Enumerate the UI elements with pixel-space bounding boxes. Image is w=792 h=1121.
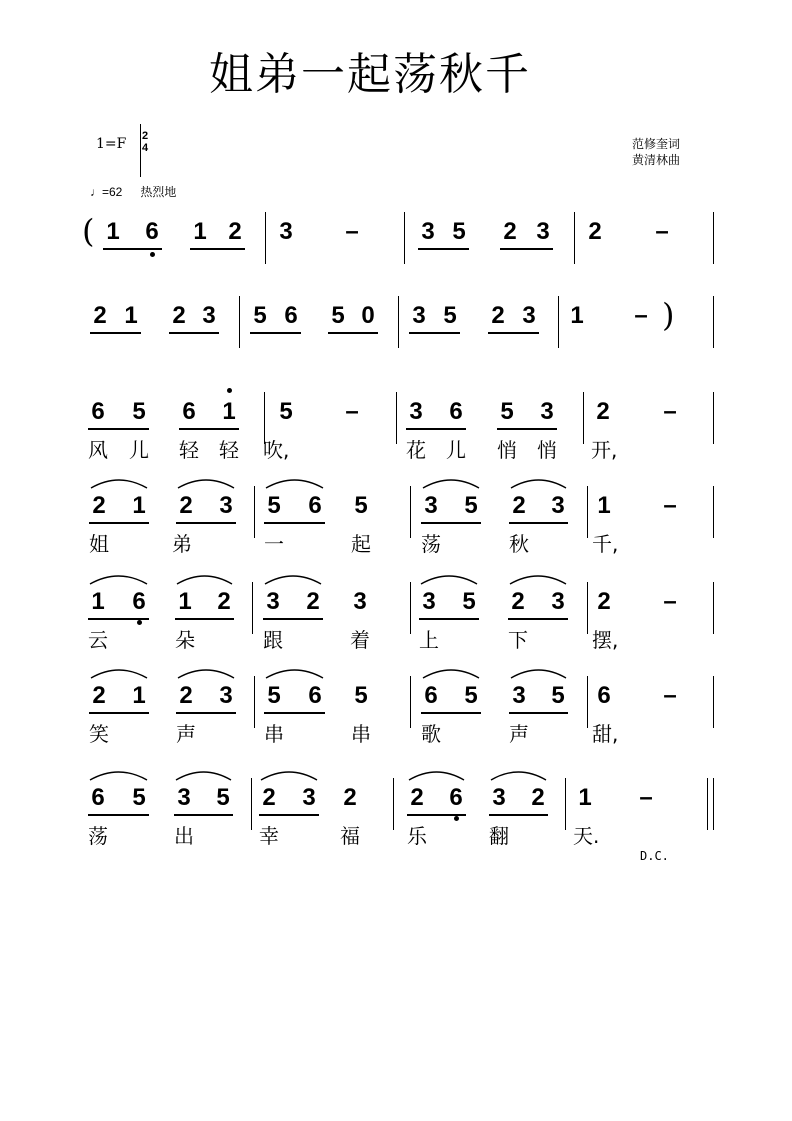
beam-underline xyxy=(488,332,539,334)
note: 2 xyxy=(179,682,193,709)
note: 3 xyxy=(422,588,436,615)
slur xyxy=(259,766,319,782)
note: 6 xyxy=(91,398,105,425)
lyric-syllable: 荡 xyxy=(88,824,108,848)
bar-line xyxy=(565,778,566,830)
bar-line xyxy=(393,778,394,830)
bar-line xyxy=(713,212,714,264)
beam-underline xyxy=(419,618,479,620)
note: 1 xyxy=(597,492,611,519)
note: 2 xyxy=(179,492,193,519)
lyric-syllable: 弟 xyxy=(172,532,192,556)
lyric-syllable: 乐 xyxy=(407,824,427,848)
lyric-syllable: 姐 xyxy=(89,532,109,556)
lyric-syllable: 儿 xyxy=(446,438,466,462)
slur xyxy=(174,766,233,782)
open-parenthesis: ( xyxy=(82,212,95,250)
lyric-syllable: 悄 xyxy=(537,438,557,462)
note: 5 xyxy=(354,682,368,709)
note: 6 xyxy=(284,302,298,329)
note: 3 xyxy=(536,218,550,245)
note: 1 xyxy=(178,588,192,615)
octave-dot xyxy=(227,388,232,393)
lyric-syllable: 翻 xyxy=(489,824,509,848)
slur xyxy=(88,766,149,782)
note: 5 xyxy=(464,492,478,519)
slur xyxy=(489,766,548,782)
note: 2 xyxy=(531,784,545,811)
bar-line xyxy=(558,296,559,348)
note: 6 xyxy=(449,398,463,425)
note: 2 xyxy=(596,398,610,425)
lyric-syllable: 甜, xyxy=(592,722,619,746)
slur xyxy=(509,664,568,680)
note: 2 xyxy=(491,302,505,329)
lyric-syllable: 上 xyxy=(419,628,439,652)
slur xyxy=(89,474,149,490)
beam-underline xyxy=(88,814,149,816)
lyric-syllable: 笑 xyxy=(89,722,109,746)
beam-underline xyxy=(250,332,301,334)
note: 5 xyxy=(267,682,281,709)
lyric-syllable: 着 xyxy=(350,628,370,652)
bar-line xyxy=(713,392,714,444)
beam-underline xyxy=(264,712,325,714)
bar-line xyxy=(410,486,411,538)
lyric-syllable: 荡 xyxy=(421,532,441,556)
lyric-syllable: 朵 xyxy=(175,628,195,652)
note: 2 xyxy=(262,784,276,811)
bar-line xyxy=(587,676,588,728)
note: 2 xyxy=(92,492,106,519)
meter-top: 2 xyxy=(141,130,149,142)
note: 5 xyxy=(279,398,293,425)
close-parenthesis: ) xyxy=(662,296,675,334)
slur xyxy=(407,766,466,782)
lyricist: 范修奎词 xyxy=(632,137,681,151)
note: – xyxy=(663,492,677,519)
beam-underline xyxy=(500,248,553,250)
octave-dot xyxy=(454,816,459,821)
note: 6 xyxy=(91,784,105,811)
beam-underline xyxy=(89,712,149,714)
beam-underline xyxy=(103,248,162,250)
note: 2 xyxy=(172,302,186,329)
beam-underline xyxy=(264,522,325,524)
slur xyxy=(176,474,236,490)
note: 5 xyxy=(267,492,281,519)
note: 3 xyxy=(409,398,423,425)
note: 6 xyxy=(449,784,463,811)
beam-underline xyxy=(421,712,481,714)
octave-dot xyxy=(137,620,142,625)
bar-line xyxy=(404,212,405,264)
bar-line xyxy=(254,676,255,728)
note: 5 xyxy=(331,302,345,329)
note: 3 xyxy=(522,302,536,329)
note: 1 xyxy=(106,218,120,245)
note: 1 xyxy=(222,398,236,425)
beam-underline xyxy=(169,332,219,334)
lyric-syllable: 起 xyxy=(351,532,371,556)
note: 3 xyxy=(492,784,506,811)
bar-line xyxy=(713,676,714,728)
note: 5 xyxy=(464,682,478,709)
note: 1 xyxy=(124,302,138,329)
note: 5 xyxy=(452,218,466,245)
note: 5 xyxy=(216,784,230,811)
bar-line xyxy=(713,486,714,538)
lyric-syllable: 花 xyxy=(406,438,426,462)
composer: 黄清林曲 xyxy=(632,153,681,167)
slur xyxy=(88,570,149,586)
da-capo-mark: D.C. xyxy=(640,849,669,863)
tempo-marking xyxy=(90,183,176,200)
lyric-syllable: 千, xyxy=(592,532,619,556)
lyric-syllable: 一 xyxy=(264,532,284,556)
bar-line xyxy=(587,582,588,634)
note: 3 xyxy=(353,588,367,615)
beam-underline xyxy=(259,814,319,816)
tempo-value: ♩=62 xyxy=(90,185,123,199)
bar-line xyxy=(239,296,240,348)
slur xyxy=(508,570,568,586)
bar-line xyxy=(410,676,411,728)
bar-line xyxy=(574,212,575,264)
beam-underline xyxy=(190,248,245,250)
note: 3 xyxy=(219,682,233,709)
note: 2 xyxy=(217,588,231,615)
note: 2 xyxy=(588,218,602,245)
note: 6 xyxy=(424,682,438,709)
beam-underline xyxy=(489,814,548,816)
beam-underline xyxy=(497,428,557,430)
bar-line xyxy=(398,296,399,348)
beam-underline xyxy=(176,712,236,714)
lyric-syllable: 天. xyxy=(573,824,600,848)
lyric-syllable: 出 xyxy=(174,824,194,848)
lyric-syllable: 悄 xyxy=(497,438,517,462)
lyric-syllable: 轻 xyxy=(179,438,199,462)
lyric-syllable: 秋 xyxy=(509,532,529,556)
note: 1 xyxy=(132,492,146,519)
octave-dot xyxy=(150,252,155,257)
note: 1 xyxy=(91,588,105,615)
note: – xyxy=(639,784,653,811)
note: 6 xyxy=(182,398,196,425)
note: 0 xyxy=(361,302,375,329)
slur xyxy=(176,664,236,680)
lyric-syllable: 福 xyxy=(340,824,360,848)
beam-underline xyxy=(88,428,149,430)
note: 1 xyxy=(193,218,207,245)
note: 2 xyxy=(228,218,242,245)
note: 3 xyxy=(219,492,233,519)
note: 3 xyxy=(302,784,316,811)
beam-underline xyxy=(509,522,568,524)
note: 1 xyxy=(570,302,584,329)
bar-line xyxy=(713,778,714,830)
lyric-syllable: 下 xyxy=(508,628,528,652)
note: 6 xyxy=(145,218,159,245)
note: 2 xyxy=(597,588,611,615)
lyric-syllable: 摆, xyxy=(592,628,619,652)
note: 5 xyxy=(462,588,476,615)
note: 3 xyxy=(551,492,565,519)
song-title: 姐弟一起荡秋千 xyxy=(209,49,531,100)
note: 5 xyxy=(132,784,146,811)
lyric-syllable: 儿 xyxy=(129,438,149,462)
bar-line xyxy=(587,486,588,538)
slur xyxy=(264,664,325,680)
slur xyxy=(263,570,323,586)
note: – xyxy=(655,218,669,245)
note: – xyxy=(663,398,677,425)
slur xyxy=(175,570,234,586)
lyric-syllable: 幸 xyxy=(259,824,279,848)
meter-bottom: 4 xyxy=(141,142,149,154)
bar-line xyxy=(254,486,255,538)
beam-underline xyxy=(89,522,149,524)
note: 3 xyxy=(279,218,293,245)
note: 3 xyxy=(177,784,191,811)
slur xyxy=(421,474,481,490)
credits xyxy=(632,136,680,168)
note: 1 xyxy=(578,784,592,811)
note: 2 xyxy=(512,492,526,519)
beam-underline xyxy=(263,618,323,620)
note: 2 xyxy=(511,588,525,615)
bar-line xyxy=(713,296,714,348)
slur xyxy=(421,664,481,680)
lyric-syllable: 风 xyxy=(88,438,108,462)
beam-underline xyxy=(90,332,141,334)
slur xyxy=(419,570,479,586)
key-signature: 1=F xyxy=(96,136,127,152)
note: 5 xyxy=(354,492,368,519)
score-line xyxy=(0,296,792,394)
note: 3 xyxy=(266,588,280,615)
note: 5 xyxy=(132,398,146,425)
beam-underline xyxy=(406,428,466,430)
beam-underline xyxy=(179,428,239,430)
note: 6 xyxy=(308,492,322,519)
lyric-syllable: 串 xyxy=(351,722,371,746)
lyric-syllable: 吹, xyxy=(263,438,290,462)
lyric-syllable: 声 xyxy=(176,722,196,746)
expression-mark: 热烈地 xyxy=(140,185,177,199)
bar-line xyxy=(410,582,411,634)
lyric-syllable: 串 xyxy=(264,722,284,746)
beam-underline xyxy=(328,332,378,334)
time-signature xyxy=(139,130,151,154)
final-bar-line xyxy=(707,778,708,830)
note: – xyxy=(663,588,677,615)
note: – xyxy=(634,302,648,329)
bar-line xyxy=(252,582,253,634)
note: 5 xyxy=(443,302,457,329)
note: 2 xyxy=(92,682,106,709)
note: 2 xyxy=(343,784,357,811)
note: 1 xyxy=(132,682,146,709)
note: 6 xyxy=(597,682,611,709)
lyric-syllable: 轻 xyxy=(219,438,239,462)
beam-underline xyxy=(421,522,481,524)
beam-underline xyxy=(409,332,460,334)
note: 3 xyxy=(421,218,435,245)
bar-line xyxy=(251,778,252,830)
score-line xyxy=(0,784,792,876)
lyric-syllable: 歌 xyxy=(421,722,441,746)
note: – xyxy=(345,218,359,245)
beam-underline xyxy=(418,248,469,250)
beam-underline xyxy=(174,814,233,816)
note: 3 xyxy=(412,302,426,329)
slur xyxy=(264,474,325,490)
note: 5 xyxy=(551,682,565,709)
note: – xyxy=(345,398,359,425)
bar-line xyxy=(583,392,584,444)
lyric-syllable: 云 xyxy=(88,628,108,652)
note: 2 xyxy=(93,302,107,329)
beam-underline xyxy=(176,522,236,524)
note: 3 xyxy=(424,492,438,519)
note: 3 xyxy=(512,682,526,709)
beam-underline xyxy=(509,712,568,714)
note: 2 xyxy=(410,784,424,811)
note: 3 xyxy=(551,588,565,615)
note: 5 xyxy=(253,302,267,329)
beam-underline xyxy=(508,618,568,620)
note: 3 xyxy=(540,398,554,425)
slur xyxy=(509,474,568,490)
note: 5 xyxy=(500,398,514,425)
note: 2 xyxy=(503,218,517,245)
beam-underline xyxy=(175,618,234,620)
meter-line xyxy=(140,124,141,177)
slur xyxy=(89,664,149,680)
bar-line xyxy=(264,392,265,444)
note: 2 xyxy=(306,588,320,615)
note: – xyxy=(663,682,677,709)
bar-line xyxy=(265,212,266,264)
bar-line xyxy=(396,392,397,444)
lyric-syllable: 跟 xyxy=(263,628,283,652)
lyric-syllable: 声 xyxy=(509,722,529,746)
bar-line xyxy=(713,582,714,634)
score-line xyxy=(0,682,792,774)
note: 6 xyxy=(308,682,322,709)
lyric-syllable: 开, xyxy=(591,438,618,462)
note: 3 xyxy=(202,302,216,329)
note: 6 xyxy=(132,588,146,615)
